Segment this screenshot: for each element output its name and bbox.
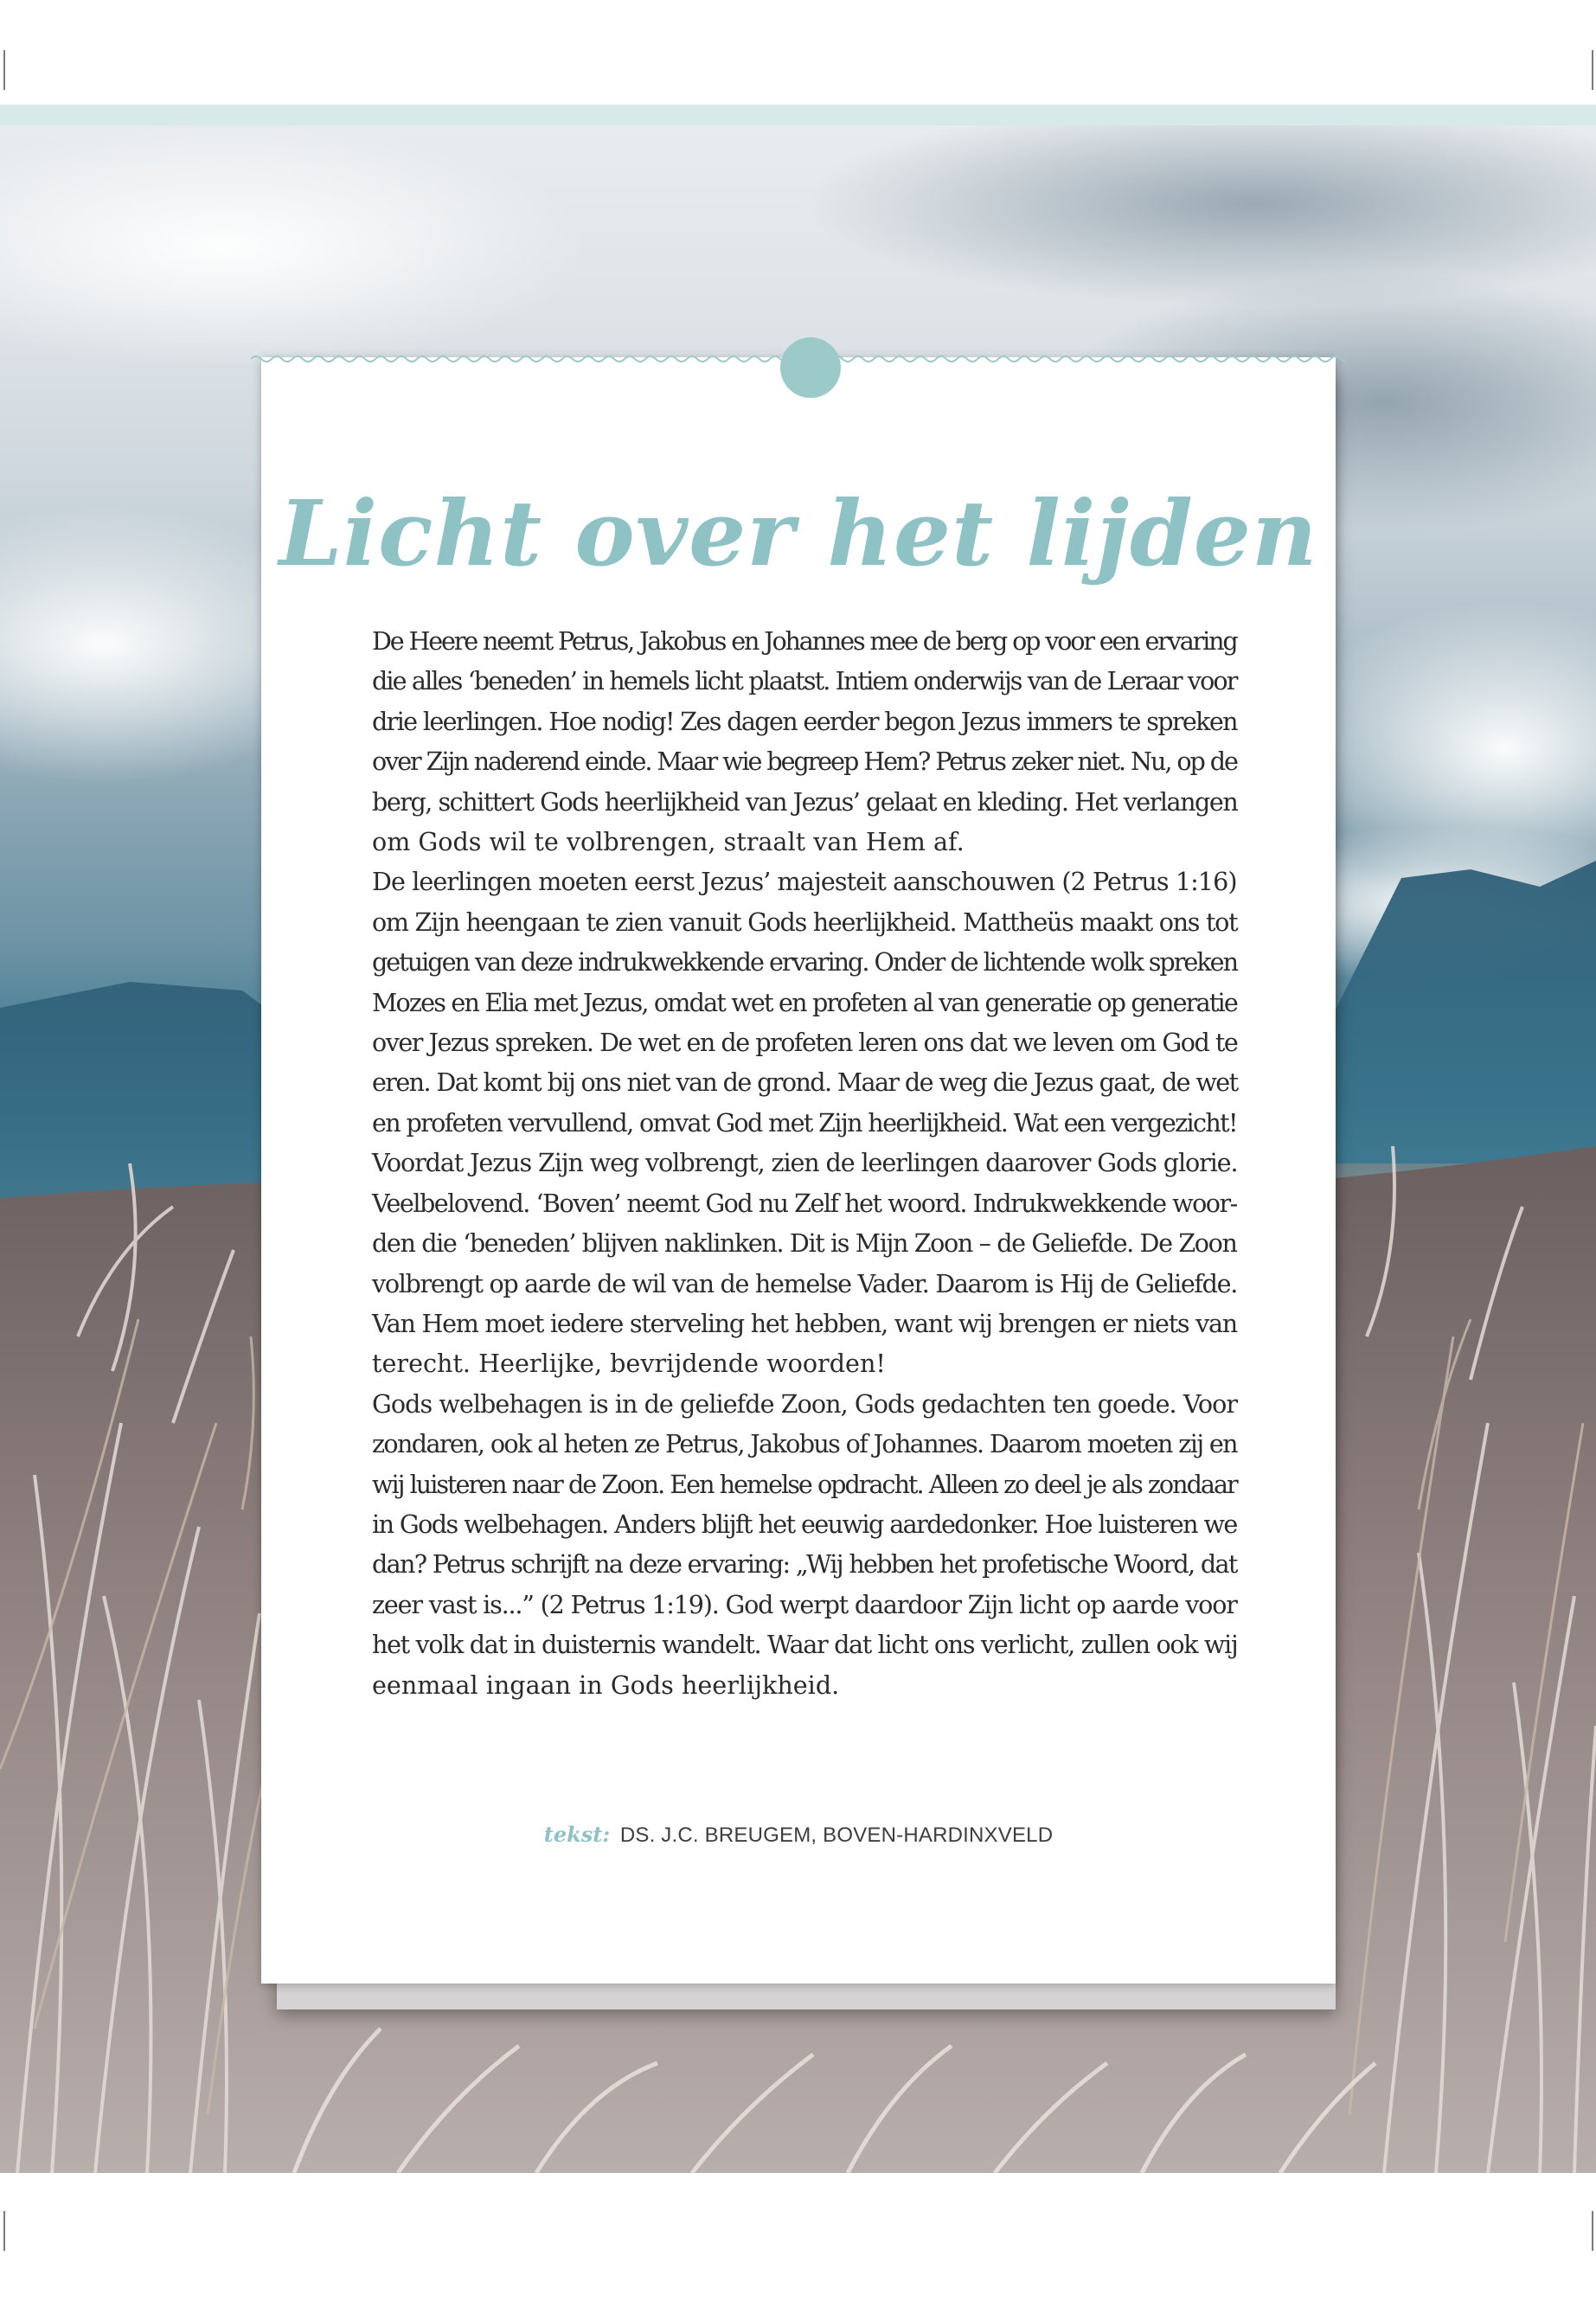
- crop-mark-top-left: [3, 50, 5, 90]
- body-line: eenmaal ingaan in Gods heerlijkheid.: [372, 1670, 840, 1700]
- body-line: zeer vast is...” (2 Petrus 1:19). God werpt daardoor Zijn licht op aarde voor: [372, 1589, 1237, 1619]
- credit-author-name: DS. J.C. BREUGEM, BOVEN-HARDINXVELD: [619, 1823, 1054, 1847]
- body-line: getuigen van deze indrukwekkende ervaring. Onder de lichtende wolk spreken: [372, 947, 1237, 977]
- body-line: eren. Dat komt bij ons niet van de grond. Maar de weg die Jezus gaat, de wet: [372, 1067, 1238, 1098]
- body-line: om Gods wil te volbrengen, straalt van Hem af.: [372, 827, 965, 857]
- author-credit: [261, 1822, 1336, 1848]
- body-line: over Jezus spreken. De wet en de profeten leren ons dat we leven om God te: [372, 1028, 1238, 1058]
- body-line: die alles ‘beneden’ in hemels licht plaatst. Intiem onderwijs van de Leraar voor: [372, 666, 1237, 696]
- body-line: Van Hem moet iedere sterveling het hebben, want wij brengen er niets van: [372, 1308, 1237, 1338]
- body-line: zondaren, ook al heten ze Petrus, Jakobus of Johannes. Daarom moeten zij en: [372, 1429, 1237, 1459]
- body-line: en profeten vervullend, omvat God met Zijn heerlijkheid. Wat een vergezicht!: [372, 1107, 1237, 1138]
- body-line: wij luisteren naar de Zoon. Een hemelse opdracht. Alleen zo deel je als zondaar: [372, 1469, 1237, 1499]
- crop-mark-top-right: [1592, 50, 1593, 90]
- body-line: Mozes en Elia met Jezus, omdat wet en profeten al van generatie op generatie: [372, 987, 1237, 1017]
- accent-circle: [780, 337, 841, 398]
- body-line: berg, schittert Gods heerlijkheid van Jezus’ gelaat en kleding. Het verlangen: [372, 786, 1238, 817]
- body-line: drie leerlingen. Hoe nodig! Zes dagen eerder begon Jezus immers te spreken: [372, 706, 1237, 736]
- body-line: over Zijn naderend einde. Maar wie begreep Hem? Petrus zeker niet. Nu, op de: [372, 747, 1237, 777]
- credit-label: tekst:: [543, 1822, 611, 1847]
- article-title: Licht over het lijden: [279, 479, 1318, 586]
- body-line: terecht. Heerlijke, bevrijdende woorden!: [372, 1349, 886, 1379]
- body-line: volbrengt op aarde de wil van de hemelse Vader. Daarom is Hij de Geliefde.: [372, 1268, 1238, 1298]
- body-line: in Gods welbehagen. Anders blijft het eeuwig aardedonker. Hoe luisteren we: [372, 1509, 1237, 1539]
- body-line: De leerlingen moeten eerst Jezus’ majesteit aanschouwen (2 Petrus 1:16): [372, 867, 1237, 897]
- body-line: om Zijn heengaan te zien vanuit Gods heerlijkheid. Mattheüs maakt ons tot: [372, 907, 1238, 937]
- crop-mark-bottom-left: [3, 2211, 5, 2251]
- body-line: Voordat Jezus Zijn weg volbrengt, zien de leerlingen daarover Gods glorie.: [372, 1148, 1238, 1178]
- top-color-band: [0, 105, 1596, 125]
- crop-mark-bottom-right: [1592, 2211, 1593, 2251]
- body-line: Veelbelovend. ‘Boven’ neemt God nu Zelf het woord. Indrukwekkende woor-: [372, 1188, 1237, 1218]
- body-line: De Heere neemt Petrus, Jakobus en Johannes mee de berg op voor een ervaring: [372, 626, 1237, 656]
- body-line: dan? Petrus schrijft na deze ervaring: „Wij hebben het profetische Woord, dat: [372, 1549, 1237, 1580]
- body-line: het volk dat in duisternis wandelt. Waar dat licht ons verlicht, zullen ook wij: [372, 1630, 1238, 1660]
- body-line: Gods welbehagen is in de geliefde Zoon, Gods gedachten ten goede. Voor: [372, 1388, 1238, 1419]
- body-line: den die ‘beneden’ blijven naklinken. Dit is Mijn Zoon – de Geliefde. De Zoon: [372, 1228, 1237, 1259]
- article-body: [372, 621, 1237, 1705]
